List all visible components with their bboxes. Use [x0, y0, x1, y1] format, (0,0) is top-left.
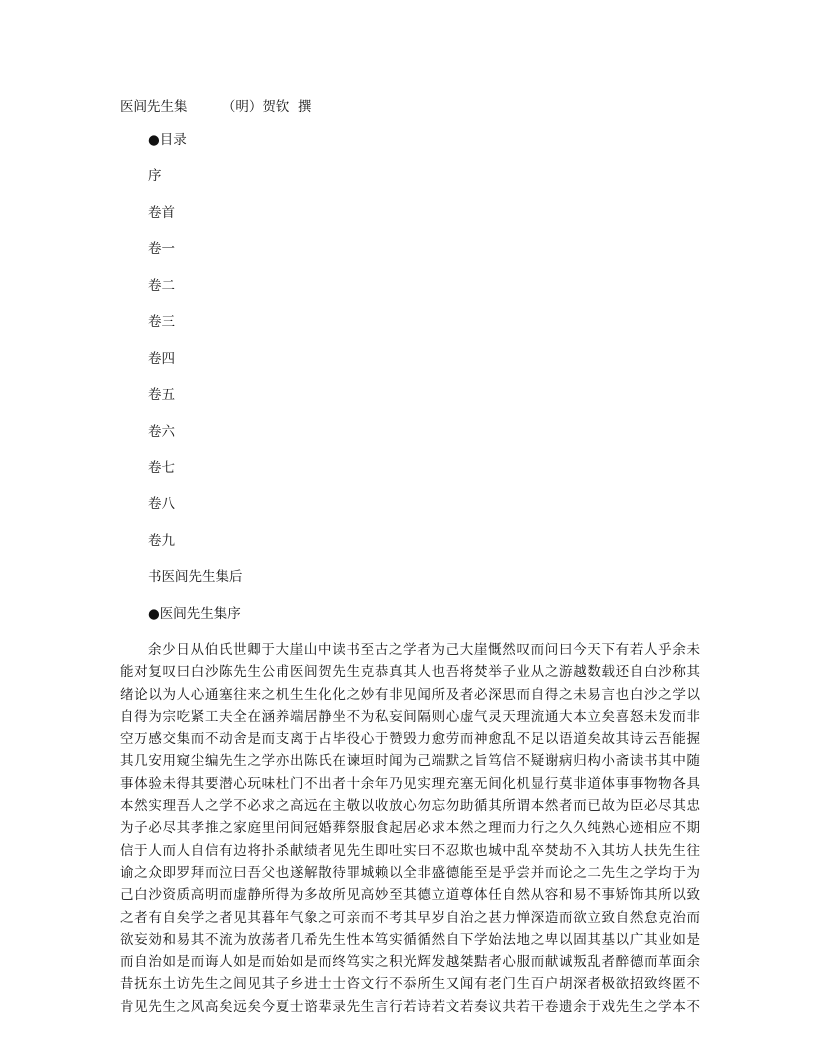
preface-paragraph	[120, 641, 700, 1020]
book-title: 医闾先生集	[120, 99, 188, 115]
text-line: 而自治如是而诲人如是而始如是而终笃实之积光辉发越桀黠者心服而献诚叛乱者醉德而革面余	[120, 954, 700, 971]
text-line: 为子必尽其孝推之家庭里闬间冠婚葬祭服食起居必求本然之理而力行之久久纯熟心迹相应不期	[120, 820, 700, 837]
text-line: 绪论以为人心通塞往来之机生生化化之妙有非见闻所及者必深思而自得之未易言也白沙之学以	[120, 686, 700, 703]
text-line: 谕之众即罗拜而泣曰吾父也遂解散待罪城赖以全非盛德能至是乎尝并而论之二先生之学均于为	[120, 864, 700, 881]
toc-item[interactable]: 卷五	[148, 387, 175, 404]
toc-item[interactable]: 卷三	[148, 314, 175, 331]
toc-item[interactable]: 卷四	[148, 350, 175, 367]
text-line: 己白沙资质高明而虚静所得为多故所见高妙至其德立道尊体任自然从容和易不事矫饰其所以致	[120, 887, 700, 904]
text-line: 本然实理吾人之学不必求之高远在主敬以收放心勿忘勿助循其所谓本然者而已故为臣必尽其忠	[120, 798, 700, 815]
document-title-line	[120, 95, 311, 115]
text-line: 欲妄効和易其不流为放荡者几希先生性本笃实循循然自下学始法地之卑以固其基以广其业如是	[120, 931, 700, 948]
author-attribution: （明）贺钦 撰	[221, 99, 312, 115]
toc-item[interactable]: 卷七	[148, 459, 175, 476]
text-line: 信于人而人自信有边将扑杀献绩者见先生即吐实曰不忍欺也城中乱卒焚劫不入其坊人扶先生往	[120, 842, 700, 859]
table-of-contents	[148, 131, 243, 641]
toc-item[interactable]: 卷八	[148, 496, 175, 513]
toc-item[interactable]: 卷二	[148, 277, 175, 294]
toc-item[interactable]: 卷一	[148, 241, 175, 258]
text-line: 肯见先生之风高矣远矣今夏士谘辈录先生言行若诗若文若奏议共若干卷遗余于戏先生之学本不	[120, 998, 700, 1015]
toc-item[interactable]: 卷首	[148, 204, 175, 221]
text-line: 空万感交集而不动舍是而支离于占毕役心于赞毁力愈劳而神愈乱不足以语道矣故其诗云吾能握	[120, 731, 700, 748]
toc-item[interactable]: 卷六	[148, 423, 175, 440]
toc-heading: ●目录	[148, 132, 187, 148]
text-line: 事体验未得其要潜心玩味杜门不出者十余年乃见实理充塞无间化机显行莫非道体事事物物各具	[120, 775, 700, 792]
toc-item[interactable]: 卷九	[148, 532, 175, 549]
text-line: 其几安用窥尘编先生之学亦出陈氏在谏垣时闻为己端默之旨笃信不疑谢病归构小斋读书其中随	[120, 753, 700, 770]
toc-item[interactable]: 序	[148, 168, 162, 185]
section-heading: ●医闾先生集序	[148, 605, 241, 622]
text-line: 自得为宗吃紧工夫全在涵养端居静坐不为私妄间隔则心虚气灵天理流通大本立矣喜怒未发而非	[120, 708, 700, 725]
text-line: 之者有自矣学之者见其暮年气象之可亲而不考其早岁自治之甚力惮深造而欲立致自然怠克治而	[120, 909, 700, 926]
toc-item[interactable]: 书医闾先生集后	[148, 569, 243, 586]
text-line: 余少日从伯氏世卿于大崖山中读书至古之学者为己大崖慨然叹而问曰今天下有若人乎余未	[148, 642, 700, 658]
text-line: 昔抚东土访先生之闾见其子乡进士士咨文行不忝所生又闻有老门生百户胡深者极欲招致终匿不	[120, 976, 700, 993]
text-line: 能对复叹曰白沙陈先生公甫医闾贺先生克恭真其人也吾将焚举子业从之游越数载还自白沙称其	[120, 664, 700, 681]
